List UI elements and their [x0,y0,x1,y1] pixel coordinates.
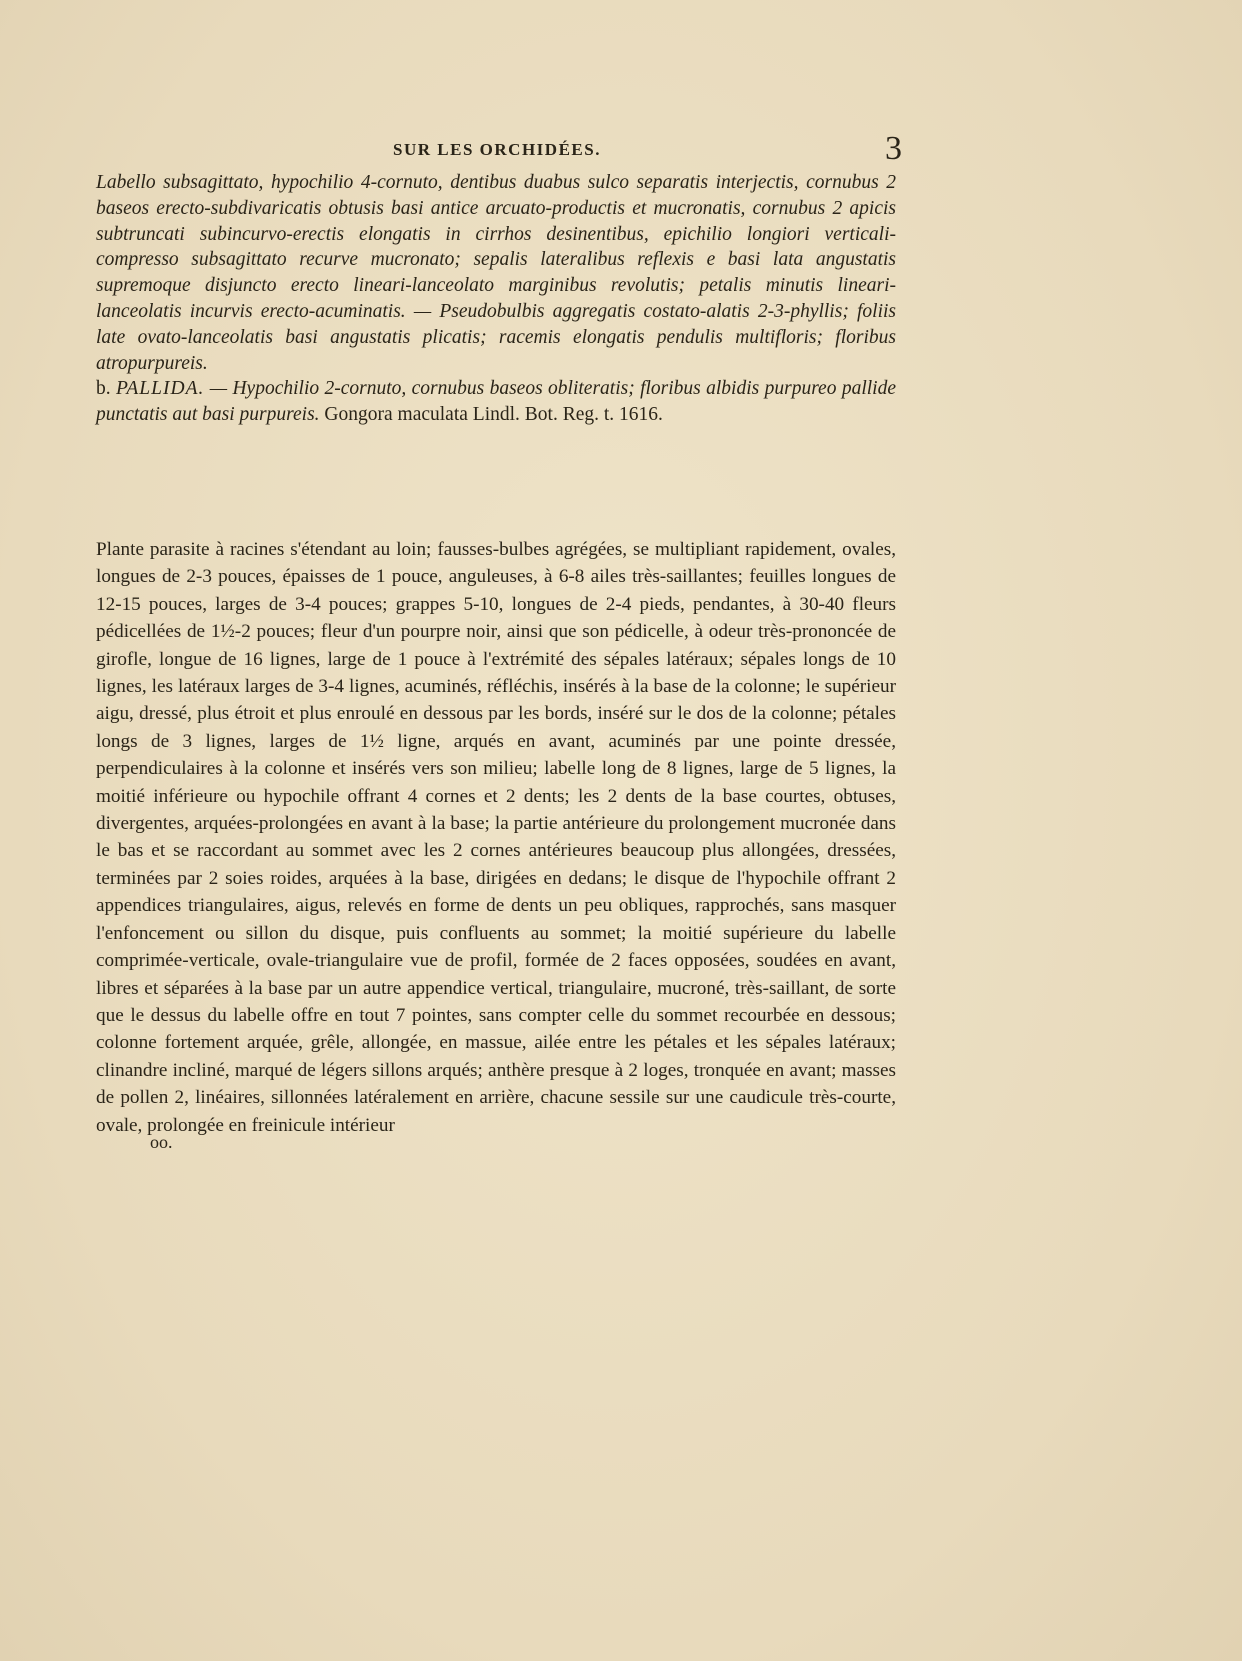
description-paragraph: Plante parasite à racines s'étendant au loin; fausses-bulbes agrégées, se multipliant rapidement, ovales, longues de 2-3 pouces, épaisses de 1 pouce, anguleuses, à 6-8 ailes très-saillantes; feuilles longues de 12-15 pouces, larges de 3-4 pouces; grappes 5-10, longues de 2-4 pieds, pendantes, à 30-40 fleurs pédicellées de 1½-2 pouces; fleur d'un pourpre noir, ainsi que son pédicelle, à odeur très-prononcée de girofle, longue de 16 lignes, large de 1 pouce à l'extrémité des sépales latéraux; sépales longs de 10 lignes, les latéraux larges de 3-4 lignes, acuminés, réfléchis, insérés à la base de la colonne; le supérieur aigu, dressé, plus étroit et plus enroulé en dessous par les bords, inséré sur le dos de la colonne; pétales longs de 3 lignes, larges de 1½ ligne, arqués en avant, acuminés par une pointe dressée, perpendiculaires à la colonne et insérés vers son milieu; labelle long de 8 lignes, large de 5 lignes, la moitié inférieure ou hypochile offrant 4 cornes et 2 dents; les 2 dents de la base courtes, obtuses, divergentes, arquées-prolongées en avant à la base; la partie antérieure du prolongement mucronée dans le bas et se raccordant au sommet avec les 2 cornes antérieures beaucoup plus allongées, dressées, terminées par 2 soies roides, arquées à la base, dirigées en dedans; le disque de l'hypochile offrant 2 appendices triangulaires, aigus, relevés en forme de dents un peu obliques, rapprochés, sans masquer l'enfoncement ou sillon du disque, puis confluents au sommet; la moitié supérieure du labelle comprimée-verticale, ovale-triangulaire vue de profil, formée de 2 faces opposées, soudées en avant, libres et séparées à la base par un autre appendice vertical, triangulaire, mucroné, très-saillant, de sorte que le dessus du labelle offre en tout 7 pointes, sans compter celle du sommet recourbée en dessous; colonne fortement arquée, grêle, allongée, en massue, ailée entre les pétales et les sépales latéraux; clinandre incliné, marqué de légers sillons arqués; anthère presque à 2 loges, tronquée en avant; masses de pollen 2, linéaires, sillonnées latéralement en arrière, chacune sessile sur une caudicule très-courte, ovale, prolongée en freinicule intérieur [96,539,896,1136]
variety-text: — Hypochilio 2-cornuto, cornubus baseos obliteratis; floribus albidis purpureo pallide punctatis aut basi purpureis. [96,378,896,426]
synonym-citation: Gongora maculata Lindl. Bot. Reg. t. 1616. [324,404,663,426]
diagnosis-main: Labello subsagittato, hypochilio 4-cornuto, dentibus duabus sulco separatis interjectis, cornubus 2 baseos erecto-subdivaricatis obtusis basi antice arcuato-productis et mucronatis, cornubus 2 apicis subtruncati subincurvo-erectis elongatis in cirrhos desinentibus, epichilio longiori verticali-compresso subsagittato recurve mucronato; sepalis lateralibus reflexis e basi lata angustatis supremoque disjuncto erecto lineari-lanceolato marginibus revolutis; petalis minutis lineari-lanceolatis incurvis erecto-acuminatis. — Pseudobulbis aggregatis costato-alatis 2-3-phyllis; foliis late ovato-lanceolatis basi angustatis plicatis; racemis elongatis pendulis multifloris; floribus atropurpureis. [96,172,896,374]
page-number: 3 [885,130,902,167]
running-header [92,130,902,170]
latin-diagnosis [96,170,896,428]
french-description [96,536,896,1139]
variety-paragraph [96,376,896,428]
running-title: SUR LES ORCHIDÉES. [393,140,601,159]
signature-mark: oo. [150,1132,173,1152]
variety-letter: b. [96,378,111,400]
variety-name: PALLIDA. [116,378,205,400]
